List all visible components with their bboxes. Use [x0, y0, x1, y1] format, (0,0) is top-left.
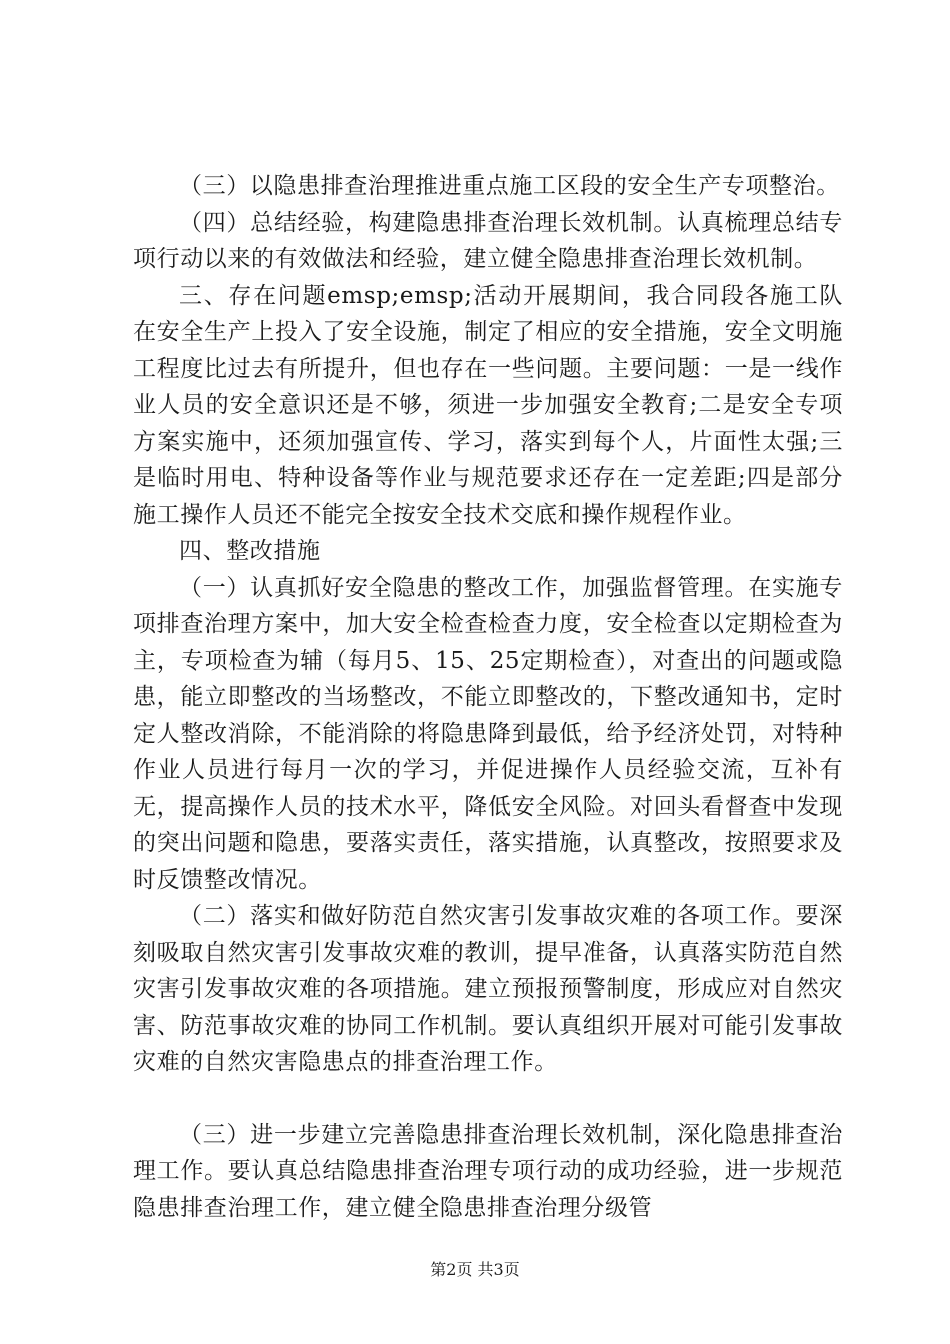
paragraph-measure-3: （三）进一步建立完善隐患排查治理长效机制，深化隐患排查治理工作。要认真总结隐患排查治理专项行动的成功经验，进一步规范隐患排查治理工作，建立健全隐患排查治理分级管 — [133, 1121, 843, 1221]
heading-rectification-measures: 四、整改措施 — [179, 538, 321, 564]
page-number-label: 第2页 共3页 — [430, 1260, 520, 1279]
paragraph-measure-2: （二）落实和做好防范自然灾害引发事故灾难的各项工作。要深刻吸取自然灾害引发事故灾难的教训，提早准备，认真落实防范自然灾害引发事故灾难的各项措施。建立预报预警制度，形成应对自然灾害、防范事故灾难的协同工作机制。要认真组织开展对可能引发事故灾难的自然灾害隐患点的排查治理工作。 — [133, 903, 843, 1075]
paragraph-problems: 三、存在问题emsp;emsp;活动开展期间，我合同段各施工队在安全生产上投入了安全设施，制定了相应的安全措施，安全文明施工程度比过去有所提升，但也存在一些问题。主要问题：一是一线作业人员的安全意识还是不够，须进一步加强安全教育;二是安全专项方案实施中，还须加强宣传、学习，落实到每个人，片面性太强;三是临时用电、特种设备等作业与规范要求还存在一定差距;四是部分施工操作人员还不能完全按安全技术交底和操作规程作业。 — [133, 282, 843, 528]
paragraph-spacer — [133, 1081, 843, 1117]
paragraph-section-3-3: （三）以隐患排查治理推进重点施工区段的安全生产专项整治。 — [179, 173, 840, 199]
page-footer — [0, 1257, 950, 1280]
paragraph-measure-1: （一）认真抓好安全隐患的整改工作，加强监督管理。在实施专项排查治理方案中，加大安全检查检查力度，安全检查以定期检查为主，专项检查为辅（每月5、15、25定期检查），对查出的问题或隐患，能立即整改的当场整改，不能立即整改的，下整改通知书，定时定人整改消除，不能消除的将隐患降到最低，给予经济处罚，对特种作业人员进行每月一次的学习，并促进操作人员经验交流，互补有无，提高操作人员的技术水平，降低安全风险。对回头看督查中发现的突出问题和隐患，要落实责任，落实措施，认真整改，按照要求及时反馈整改情况。 — [133, 574, 843, 893]
document-body — [133, 168, 843, 1226]
paragraph-section-3-4: （四）总结经验，构建隐患排查治理长效机制。认真梳理总结专项行动以来的有效做法和经验，建立健全隐患排查治理长效机制。 — [133, 209, 843, 272]
